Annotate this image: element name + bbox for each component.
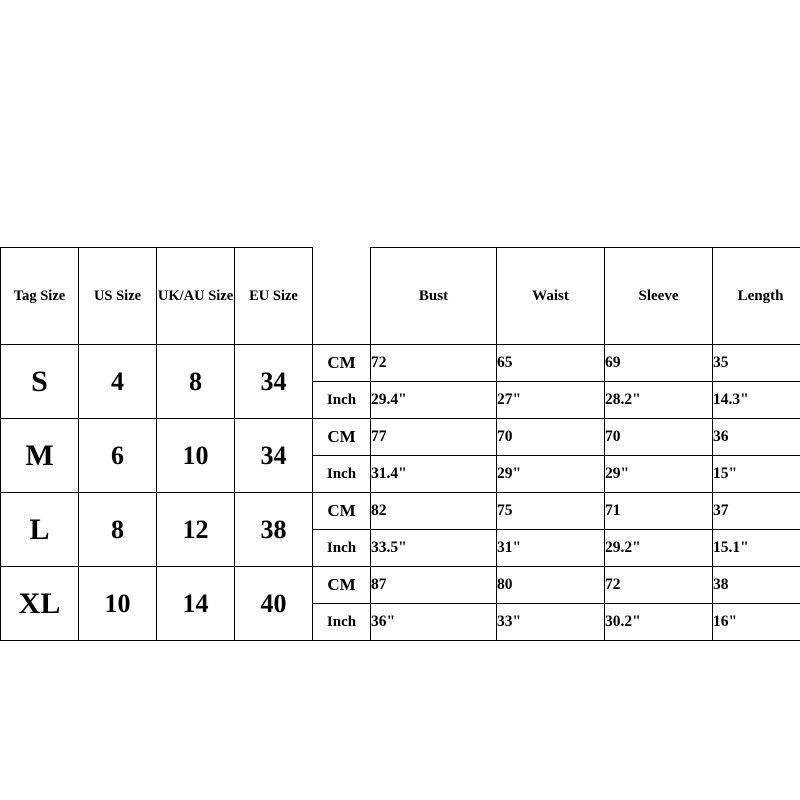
row-unit-s-cm: CM xyxy=(313,345,371,382)
row-tag-size-l: L xyxy=(1,493,79,567)
row-bust-xl-inch: 36" xyxy=(371,604,497,641)
row-sleeve-xl-inch: 30.2" xyxy=(605,604,713,641)
row-length-xl-cm: 38 xyxy=(713,567,800,604)
row-ukau-size-xl: 14 xyxy=(157,567,235,641)
row-waist-s-inch: 27" xyxy=(497,382,605,419)
row-sleeve-l-inch: 29.2" xyxy=(605,530,713,567)
row-tag-size-m: M xyxy=(1,419,79,493)
row-unit-s-inch: Inch xyxy=(313,382,371,419)
row-us-size-xl: 10 xyxy=(79,567,157,641)
size-chart-table xyxy=(0,247,800,641)
row-tag-size-s: S xyxy=(1,345,79,419)
row-length-s-cm: 35 xyxy=(713,345,800,382)
row-sleeve-l-cm: 71 xyxy=(605,493,713,530)
row-bust-s-inch: 29.4" xyxy=(371,382,497,419)
row-waist-s-cm: 65 xyxy=(497,345,605,382)
column-header-unit-blank xyxy=(313,248,371,345)
row-waist-l-cm: 75 xyxy=(497,493,605,530)
column-header-waist: Waist xyxy=(497,248,605,345)
row-sleeve-s-cm: 69 xyxy=(605,345,713,382)
row-sleeve-m-inch: 29" xyxy=(605,456,713,493)
row-sleeve-xl-cm: 72 xyxy=(605,567,713,604)
row-unit-l-cm: CM xyxy=(313,493,371,530)
row-length-m-cm: 36 xyxy=(713,419,800,456)
column-header-length: Length xyxy=(713,248,800,345)
column-header-bust: Bust xyxy=(371,248,497,345)
row-ukau-size-m: 10 xyxy=(157,419,235,493)
row-unit-m-inch: Inch xyxy=(313,456,371,493)
row-tag-size-xl: XL xyxy=(1,567,79,641)
row-bust-l-cm: 82 xyxy=(371,493,497,530)
row-length-s-inch: 14.3" xyxy=(713,382,800,419)
row-us-size-l: 8 xyxy=(79,493,157,567)
row-us-size-m: 6 xyxy=(79,419,157,493)
row-eu-size-s: 34 xyxy=(235,345,313,419)
row-eu-size-xl: 40 xyxy=(235,567,313,641)
row-waist-l-inch: 31" xyxy=(497,530,605,567)
row-bust-m-cm: 77 xyxy=(371,419,497,456)
table-row xyxy=(1,567,800,604)
row-bust-xl-cm: 87 xyxy=(371,567,497,604)
row-length-m-inch: 15" xyxy=(713,456,800,493)
row-eu-size-l: 38 xyxy=(235,493,313,567)
row-unit-m-cm: CM xyxy=(313,419,371,456)
row-length-l-inch: 15.1" xyxy=(713,530,800,567)
column-header-us-size: US Size xyxy=(79,248,157,345)
row-length-xl-inch: 16" xyxy=(713,604,800,641)
column-header-sleeve: Sleeve xyxy=(605,248,713,345)
row-unit-l-inch: Inch xyxy=(313,530,371,567)
row-unit-xl-cm: CM xyxy=(313,567,371,604)
table-row xyxy=(1,419,800,456)
row-ukau-size-l: 12 xyxy=(157,493,235,567)
row-ukau-size-s: 8 xyxy=(157,345,235,419)
row-waist-xl-cm: 80 xyxy=(497,567,605,604)
row-waist-xl-inch: 33" xyxy=(497,604,605,641)
row-waist-m-cm: 70 xyxy=(497,419,605,456)
row-unit-xl-inch: Inch xyxy=(313,604,371,641)
row-sleeve-m-cm: 70 xyxy=(605,419,713,456)
row-us-size-s: 4 xyxy=(79,345,157,419)
column-header-tag-size: Tag Size xyxy=(1,248,79,345)
row-waist-m-inch: 29" xyxy=(497,456,605,493)
row-eu-size-m: 34 xyxy=(235,419,313,493)
row-sleeve-s-inch: 28.2" xyxy=(605,382,713,419)
row-bust-s-cm: 72 xyxy=(371,345,497,382)
column-header-eu-size: EU Size xyxy=(235,248,313,345)
row-length-l-cm: 37 xyxy=(713,493,800,530)
row-bust-m-inch: 31.4" xyxy=(371,456,497,493)
column-header-ukau-size: UK/AU Size xyxy=(157,248,235,345)
table-row xyxy=(1,493,800,530)
row-bust-l-inch: 33.5" xyxy=(371,530,497,567)
table-row xyxy=(1,345,800,382)
table-header-row xyxy=(1,248,800,345)
